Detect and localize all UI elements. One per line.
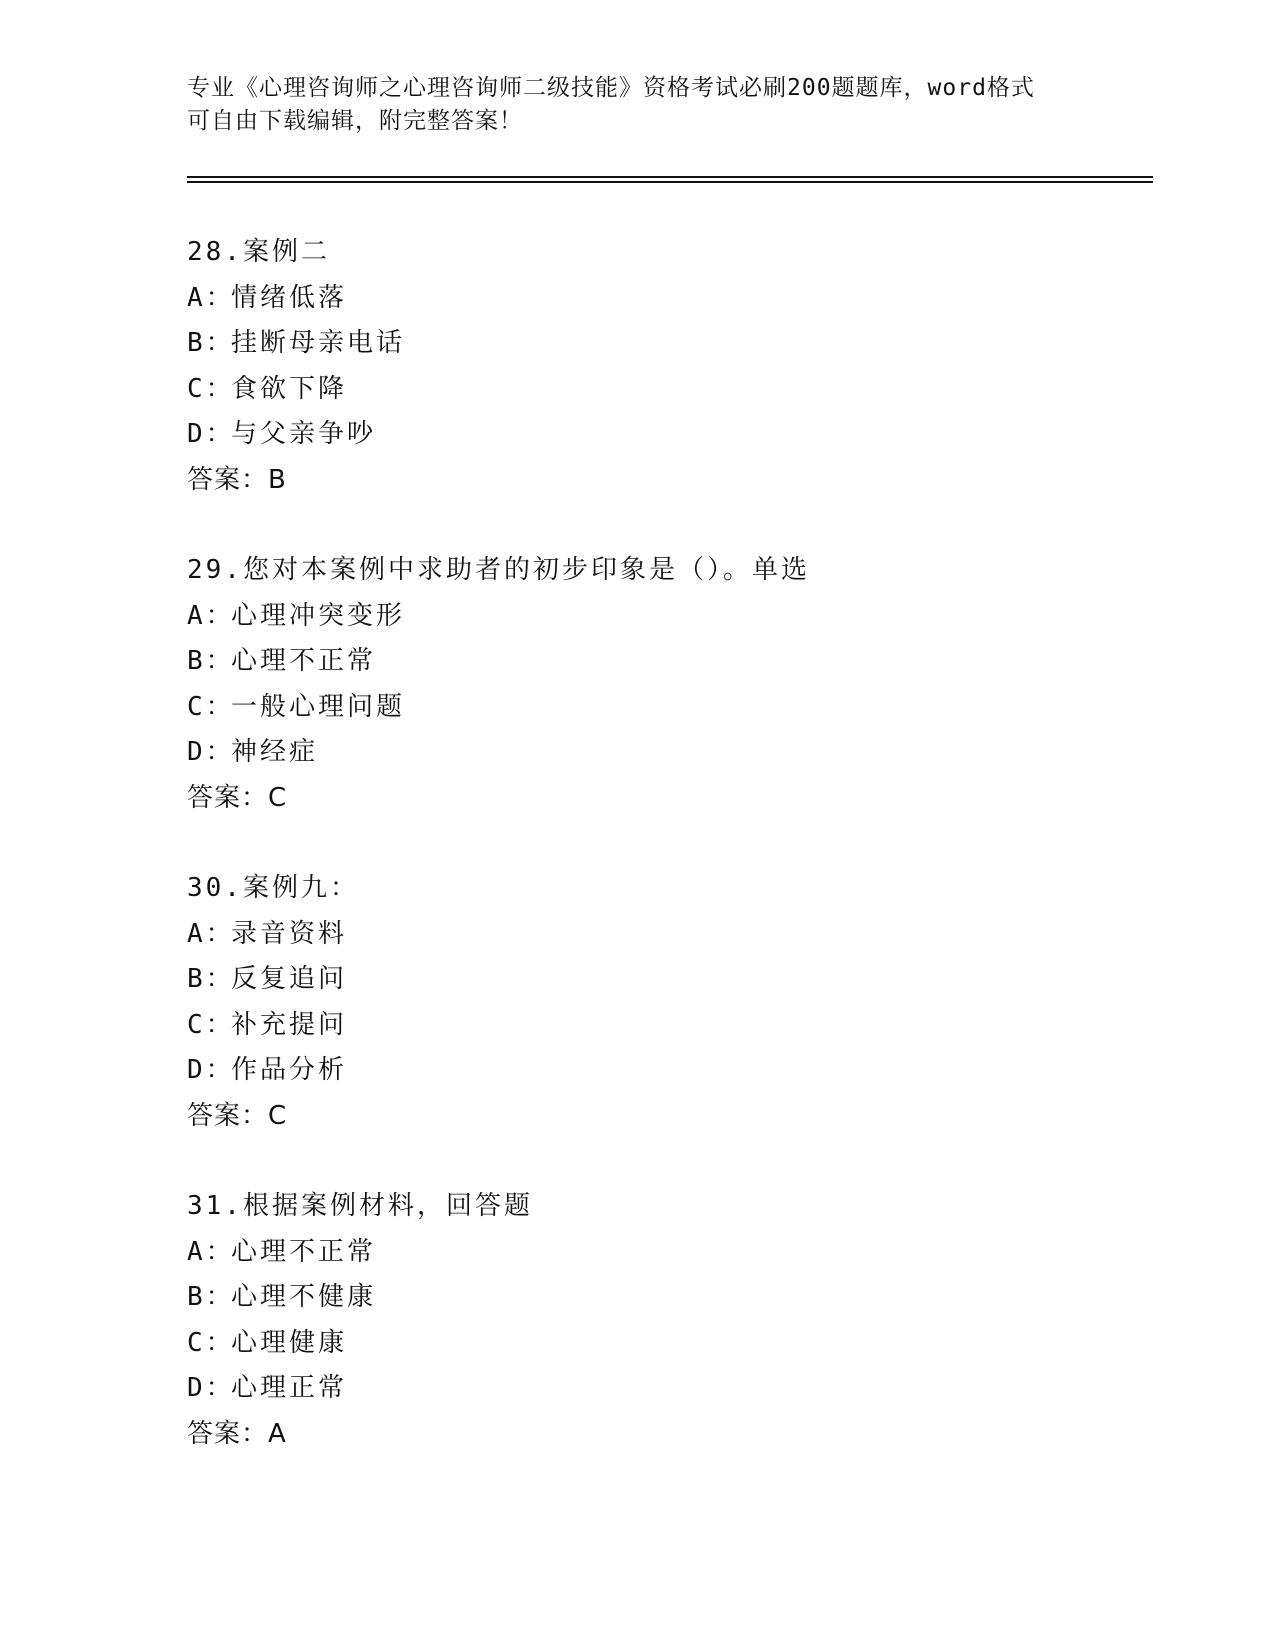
option-prefix: B：	[187, 328, 235, 358]
option-b	[187, 957, 1147, 1003]
answer-line: 答案：B	[187, 464, 287, 495]
option-prefix: D：	[187, 737, 235, 767]
option-prefix: C：	[187, 373, 235, 404]
option-prefix: A：	[187, 1236, 235, 1267]
option-text: 神经症	[231, 737, 319, 767]
header-divider-top	[187, 176, 1153, 178]
option-a	[187, 912, 1147, 958]
option-b	[187, 321, 1147, 367]
question-block-28	[187, 230, 1147, 503]
answer-line: 答案：C	[187, 782, 288, 813]
option-text: 心理不正常	[231, 1236, 377, 1267]
option-b	[187, 1275, 1147, 1321]
question-block-30	[187, 866, 1147, 1139]
question-block-31	[187, 1184, 1147, 1457]
option-text: 作品分析	[231, 1055, 348, 1085]
option-text: 食欲下降	[231, 373, 348, 404]
option-a	[187, 1230, 1147, 1276]
option-prefix: D：	[187, 1055, 235, 1085]
option-c	[187, 685, 1147, 731]
option-prefix: B：	[187, 1282, 235, 1312]
answer-line: 答案：C	[187, 1100, 288, 1131]
option-d	[187, 1366, 1147, 1412]
option-d	[187, 412, 1147, 458]
option-text: 心理不正常	[231, 646, 377, 676]
header-line-2: 可自由下载编辑，附完整答案！	[187, 108, 523, 134]
option-d	[187, 730, 1147, 776]
option-text: 反复追问	[231, 964, 348, 994]
option-prefix: B：	[187, 646, 235, 676]
header-line-1: 专业《心理咨询师之心理咨询师二级技能》资格考试必刷200题题库，word格式	[187, 75, 1035, 101]
question-stem: 31.根据案例材料，回答题	[187, 1191, 533, 1221]
question-stem: 30.案例九：	[187, 873, 359, 903]
option-prefix: D：	[187, 1373, 235, 1403]
option-prefix: A：	[187, 282, 235, 313]
option-text: 情绪低落	[231, 282, 348, 313]
question-stem: 28.案例二	[187, 237, 330, 267]
option-text: 心理正常	[231, 1373, 348, 1403]
option-prefix: D：	[187, 419, 235, 449]
option-c	[187, 367, 1147, 413]
option-text: 与父亲争吵	[231, 419, 377, 449]
option-prefix: A：	[187, 918, 235, 949]
option-b	[187, 639, 1147, 685]
question-stem: 29.您对本案例中求助者的初步印象是（）。单选	[187, 555, 810, 585]
option-text: 心理健康	[231, 1327, 348, 1358]
answer-line: 答案：A	[187, 1418, 287, 1449]
option-prefix: B：	[187, 964, 235, 994]
option-text: 录音资料	[231, 918, 348, 949]
option-text: 挂断母亲电话	[231, 328, 406, 358]
option-prefix: C：	[187, 1009, 235, 1040]
option-text: 心理不健康	[231, 1282, 377, 1312]
header-divider-bottom	[187, 181, 1153, 183]
option-prefix: C：	[187, 1327, 235, 1358]
option-text: 一般心理问题	[231, 691, 406, 722]
option-a	[187, 276, 1147, 322]
option-c	[187, 1003, 1147, 1049]
option-prefix: C：	[187, 691, 235, 722]
option-c	[187, 1321, 1147, 1367]
document-header	[187, 72, 1087, 138]
question-block-29	[187, 548, 1147, 821]
option-a	[187, 594, 1147, 640]
option-text: 心理冲突变形	[231, 600, 406, 631]
option-d	[187, 1048, 1147, 1094]
option-text: 补充提问	[231, 1009, 348, 1040]
option-prefix: A：	[187, 600, 235, 631]
